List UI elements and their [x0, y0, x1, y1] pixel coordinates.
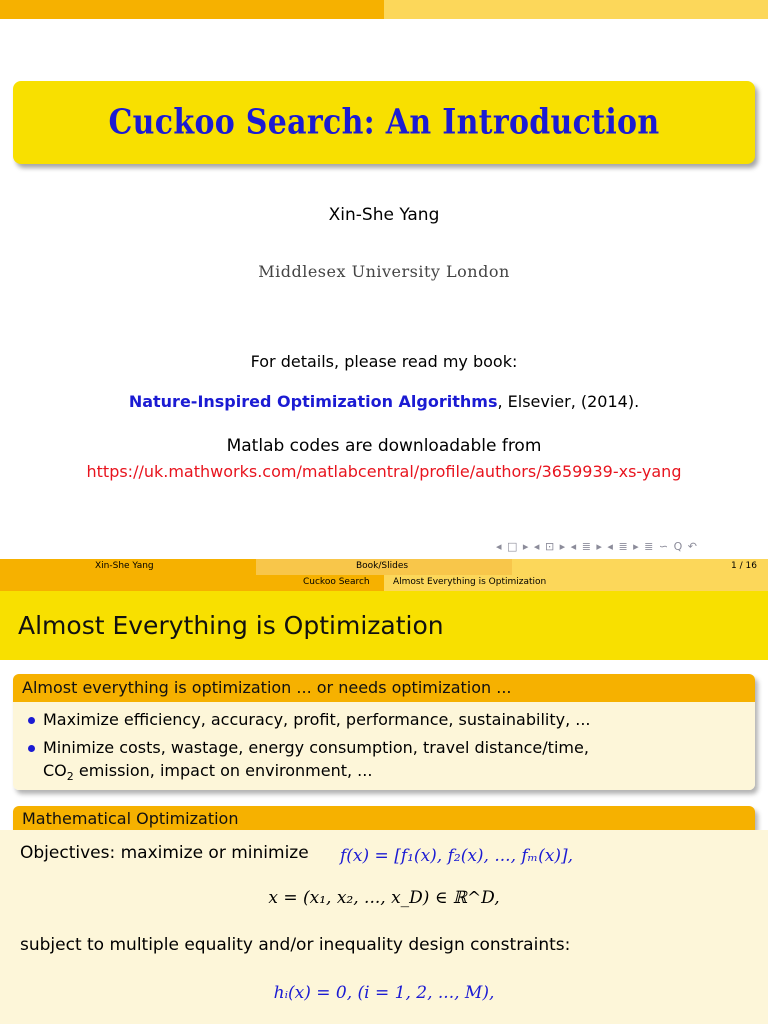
- block1-heading: Almost everything is optimization ... or needs optimization ...: [13, 674, 755, 702]
- beamer-navigation-icons[interactable]: ◂ □ ▸ ◂ ⊡ ▸ ◂ ≣ ▸ ◂ ≣ ▸ ≣ ∽ Q ↶: [496, 540, 698, 553]
- block1-body: [13, 702, 755, 790]
- slide1-codes-line: Matlab codes are downloadable from: [226, 436, 542, 456]
- block-almost-everything: [13, 674, 755, 790]
- constraints-text: subject to multiple equality and/or inequality design constraints:: [20, 935, 571, 955]
- footer-right-section: [512, 559, 768, 575]
- header-subsection-area: [384, 575, 768, 591]
- book-publisher: , Elsevier, (2014).: [497, 392, 640, 411]
- slide1-book-line: [0, 392, 768, 411]
- footer-author: Xin-She Yang: [95, 561, 154, 571]
- slide1-footer: [0, 559, 768, 575]
- footer-title: Book/Slides: [356, 561, 409, 571]
- bullet-minimize-continued: [43, 760, 372, 788]
- co2-subscript: 2: [66, 770, 74, 784]
- equation-objective-vector: f(x) = [f₁(x), f₂(x), ..., fₘ(x)],: [340, 846, 573, 866]
- slide1-author: Xin-She Yang: [328, 205, 440, 225]
- header-section[interactable]: Cuckoo Search: [303, 577, 370, 587]
- block2-heading: Mathematical Optimization: [22, 809, 239, 828]
- footer-center-section: [256, 559, 512, 575]
- slide1-institute: Middlesex University London: [258, 262, 510, 281]
- slide1-title: Cuckoo Search: An Introduction: [108, 102, 660, 143]
- slide2-title: Almost Everything is Optimization: [18, 611, 444, 640]
- co2-text: CO: [43, 761, 67, 780]
- slide1-title-box: [13, 81, 755, 164]
- equation-equality-constraint: hᵢ(x) = 0, (i = 1, 2, ..., M),: [273, 983, 495, 1003]
- objectives-text: Objectives: maximize or minimize: [20, 843, 309, 863]
- bullet-minimize: Minimize costs, wastage, energy consumption, travel distance/time,: [43, 735, 589, 761]
- footer-left-section: [0, 559, 256, 575]
- header-section-area: [0, 575, 384, 591]
- bullet-maximize: Maximize efficiency, accuracy, profit, performance, sustainability, ...: [43, 707, 591, 733]
- slide1-top-bar-left: [0, 0, 384, 19]
- mathworks-url-link[interactable]: https://uk.mathworks.com/matlabcentral/profile/authors/3659939-xs-yang: [86, 462, 682, 481]
- slide2-header: [0, 575, 768, 591]
- emission-text: emission, impact on environment, ...: [73, 761, 373, 780]
- slide1-details: For details, please read my book:: [250, 352, 518, 371]
- book-title-link[interactable]: Nature-Inspired Optimization Algorithms: [128, 392, 498, 411]
- slide1-top-bar-right: [384, 0, 768, 19]
- block-mathematical-optimization-heading: [13, 806, 755, 830]
- footer-page-number: 1 / 16: [731, 561, 757, 571]
- header-subsection[interactable]: Almost Everything is Optimization: [393, 577, 547, 587]
- equation-design-vector: x = (x₁, x₂, ..., x_D) ∈ ℝ^D,: [268, 888, 500, 908]
